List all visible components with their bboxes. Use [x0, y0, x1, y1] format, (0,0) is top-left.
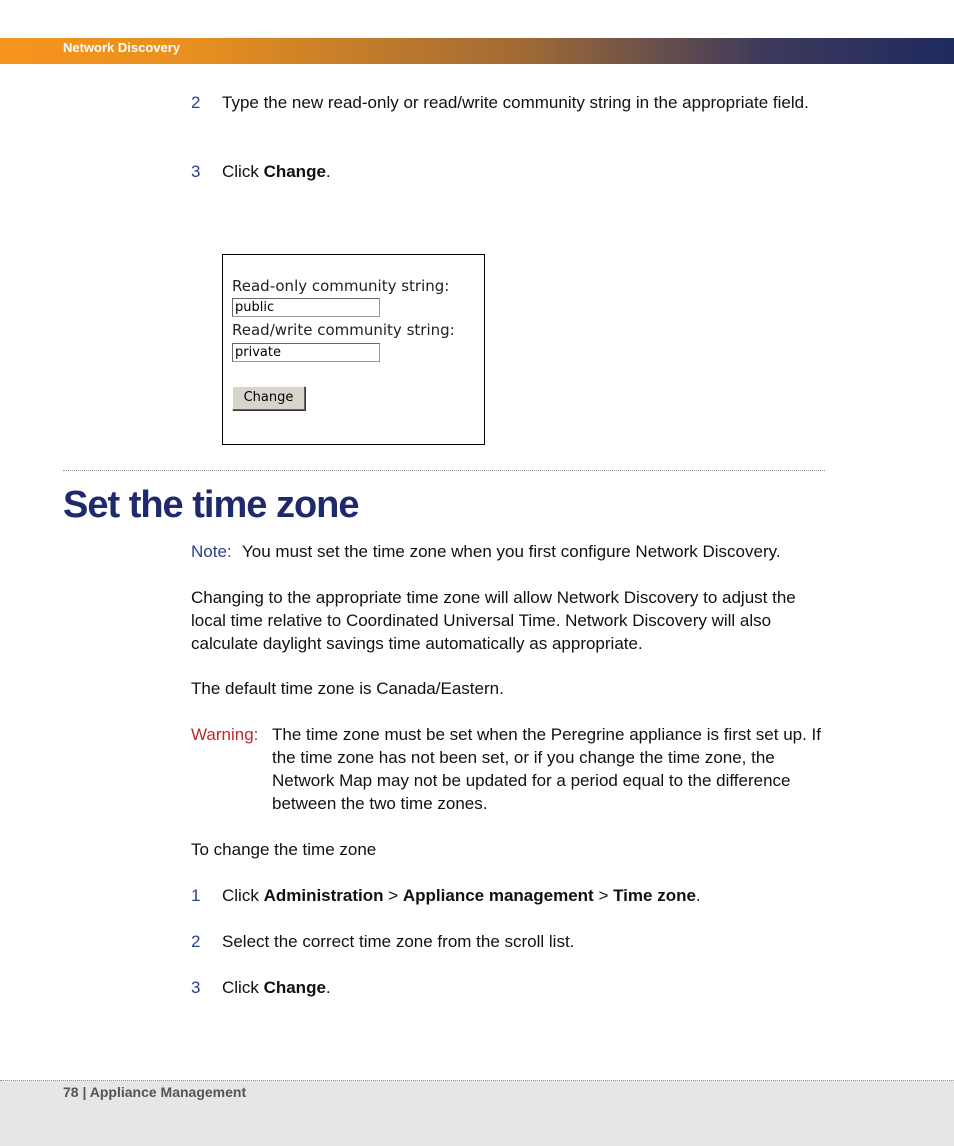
community-string-form-screenshot	[222, 254, 485, 445]
change-button[interactable]: Change	[232, 386, 305, 410]
default-timezone-paragraph: The default time zone is Canada/Eastern.	[191, 679, 504, 698]
section-divider	[63, 470, 825, 471]
intro-paragraph: Changing to the appropriate time zone will allow Network Discovery to adjust the local time relative to Coordinated Universal Time. Network Discovery will also calculate daylight savings time automatically as appropriate.	[191, 588, 796, 653]
step-number: 3	[191, 978, 201, 997]
step-text: Click Administration > Appliance management > Time zone.	[222, 886, 701, 905]
footer-page-label: 78 | Appliance Management	[63, 1084, 247, 1100]
note-text: You must set the time zone when you first configure Network Discovery.	[242, 542, 781, 561]
note-label: Note:	[191, 542, 232, 561]
step-number: 2	[191, 932, 201, 951]
procedure-intro: To change the time zone	[191, 840, 377, 859]
readonly-input[interactable]: public	[232, 298, 380, 317]
ui-term: Change	[263, 162, 326, 181]
ui-term: Change	[263, 978, 326, 997]
ui-term: Appliance management	[402, 886, 594, 905]
step-number: 2	[191, 93, 201, 112]
ui-term: Time zone	[613, 886, 696, 905]
step-text: Click Change.	[222, 162, 331, 181]
warning-label: Warning:	[191, 725, 259, 744]
readwrite-input[interactable]: private	[232, 343, 380, 362]
running-header: Network Discovery	[63, 40, 181, 55]
warning-text: The time zone must be set when the Peregrine appliance is first set up. If the time zone has not been set, or if you change the time zone, the Network Map may not be updated for a period equal to the difference between the two time zones.	[272, 725, 822, 813]
section-title: Set the time zone	[63, 484, 359, 526]
readwrite-label: Read/write community string:	[232, 321, 455, 339]
step-text: Type the new read-only or read/write community string in the appropriate field.	[222, 93, 809, 112]
step-number: 3	[191, 162, 201, 181]
readonly-label: Read-only community string:	[232, 277, 450, 295]
step-text: Click Change.	[222, 978, 331, 997]
ui-term: Administration	[263, 886, 384, 905]
step-text: Select the correct time zone from the scroll list.	[222, 932, 575, 951]
step-number: 1	[191, 886, 201, 905]
